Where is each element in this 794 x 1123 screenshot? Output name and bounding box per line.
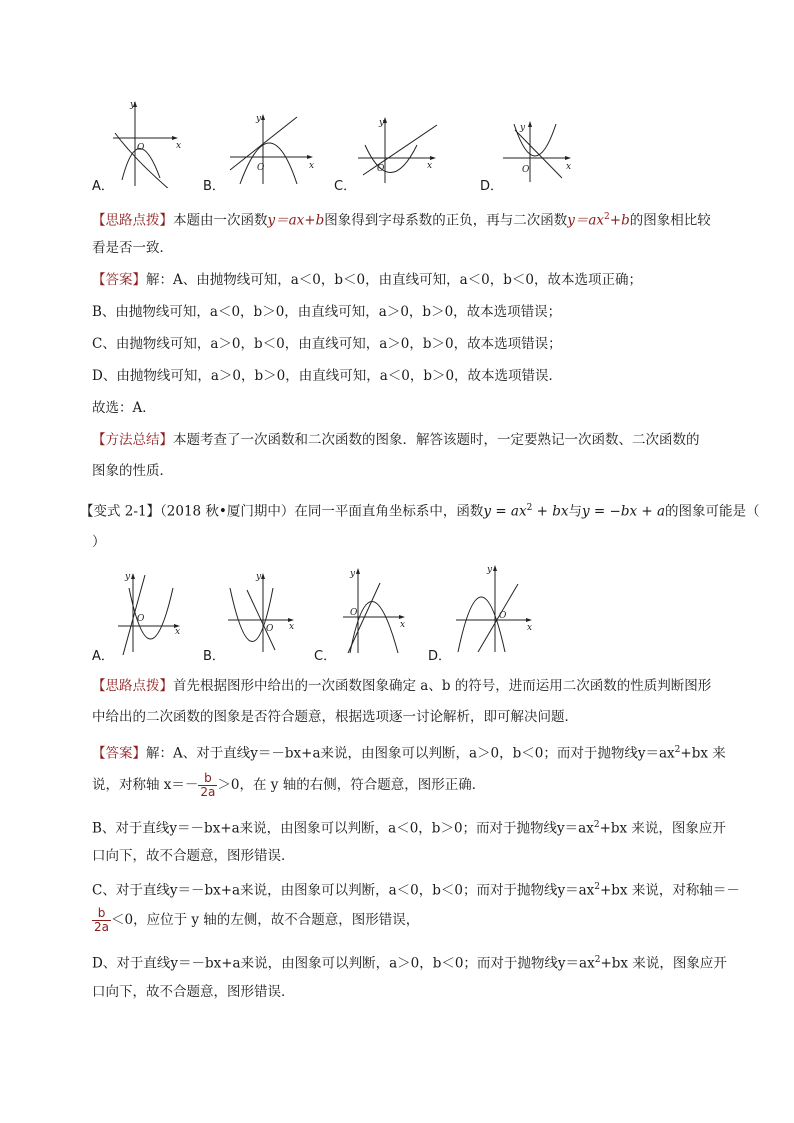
answer2-B-line-2: 口向下，故不合题意，图形错误．	[92, 848, 295, 864]
origin-label: O	[257, 163, 265, 173]
option-A: A．	[92, 649, 114, 664]
graph-1D	[500, 120, 575, 185]
option-A: A．	[92, 179, 114, 194]
axis-label-y: y	[350, 569, 356, 579]
answer-D: D、由抛物线可知，a＞0，b＞0，由直线可知，a＜0，b＞0，故本选项错误．	[92, 368, 563, 384]
origin-label: O	[266, 624, 274, 634]
hint-line-1: 【思路点拨】本题由一次函数y＝ax+b图象得到字母系数的正负，再与二次函数$y=ax^2+b$的图象相比较	[92, 212, 711, 229]
answer2-A-line-1: 【答案】解：A、对于直线y＝－bx+a来说，由图象可以判断，a＞0，b＜0；而对于抛物线$y=ax^2+bx$ 来	[92, 745, 726, 762]
option-C: C．	[314, 649, 337, 664]
answer2-D-line-2: 口向下，故不合题意，图形错误．	[92, 984, 295, 1000]
origin-label: O	[499, 611, 507, 621]
option-D: D．	[428, 649, 452, 664]
answer2-C-line-2: $\frac{b}{2a}$ ＜0，应位于 y 轴的左侧，故不合题意，图形错误，	[94, 906, 420, 934]
problem-2-title: 【变式 2-1】（2018 秋•厦门期中）在同一平面直角坐标系中，函数$y = ax^2$ + bx与y = −bx + a的图象可能是（	[80, 503, 760, 520]
answer-C: C、由抛物线可知，a＞0，b＜0，由直线可知，a＞0，b＞0，故本选项错误；	[92, 336, 562, 352]
axis-label-x: x	[527, 623, 533, 633]
fraction-b-over-2a: $\frac{b}{2a}$	[200, 771, 216, 799]
origin-label: O	[522, 165, 530, 175]
graph-1B	[225, 112, 320, 187]
graph-2C	[340, 565, 415, 655]
fraction-b-over-2a: $\frac{b}{2a}$	[94, 906, 109, 934]
answer2-D-line-1: D、对于直线y＝－bx+a来说，由图象可以判断，a＞0，b＜0；而对于抛物线$y=ax^2+bx$ 来说，图象应开	[92, 955, 727, 972]
axis-label-x: x	[289, 622, 295, 632]
axis-label-x: x	[566, 162, 572, 172]
origin-label: O	[137, 614, 145, 624]
hint-line-2: 看是否一致．	[92, 240, 173, 256]
axis-label-x: x	[427, 161, 433, 171]
axis-label-y: y	[379, 118, 385, 128]
graph-1A	[110, 98, 185, 188]
axis-label-x: x	[175, 627, 181, 637]
answer-choice: 故选：A．	[92, 400, 156, 416]
graph-2A	[115, 570, 190, 655]
origin-label: O	[377, 164, 385, 174]
answer-B: B、由抛物线可知，a＜0，b＞0，由直线可知，a＞0，b＞0，故本选项错误；	[92, 304, 562, 320]
axis-label-x: x	[400, 620, 406, 630]
axis-label-y: y	[256, 114, 262, 124]
option-C: C．	[334, 179, 357, 194]
summary-line-1: 【方法总结】本题考查了一次函数和二次函数的图象．解答该题时，一定要熟记一次函数、二次函数的	[92, 432, 700, 448]
answer2-A-line-2: 说，对称轴 x＝－ $\frac{b}{2a}$ ＞0，在 y 轴的右侧，符合题意，图形正确．	[92, 771, 486, 799]
problem-2-close: ）	[92, 534, 106, 550]
hint2-line-1: 【思路点拨】首先根据图形中给出的一次函数图象确定 a、b 的符号，进而运用二次函数的性质判断图形	[92, 678, 712, 694]
origin-label: O	[137, 143, 145, 153]
axis-label-y: y	[520, 123, 526, 133]
option-B: B．	[203, 179, 225, 194]
graph-1C	[355, 115, 445, 185]
graph-2D	[453, 562, 538, 654]
answer-A: 【答案】解：A、由抛物线可知，a＜0，b＜0，由直线可知，a＜0，b＜0，故本选项正确；	[92, 272, 642, 288]
answer2-C-line-1: C、对于直线y＝－bx+a来说，由图象可以判断，a＜0，b＜0；而对于抛物线$y=ax^2+bx$ 来说，对称轴＝－	[92, 882, 740, 899]
axis-label-y: y	[125, 572, 131, 582]
summary-line-2: 图象的性质．	[92, 463, 173, 479]
axis-label-x: x	[309, 161, 315, 171]
axis-label-y: y	[256, 572, 262, 582]
origin-label: O	[350, 608, 358, 618]
graph-2B	[225, 570, 305, 655]
hint2-line-2: 中给出的二次函数的图象是否符合题意，根据选项逐一讨论解析，即可解决问题．	[92, 709, 578, 725]
answer2-B-line-1: B、对于直线y＝－bx+a来说，由图象可以判断，a＜0，b＞0；而对于抛物线$y=ax^2+bx$ 来说，图象应开	[92, 820, 726, 837]
axis-label-y: y	[487, 565, 493, 575]
axis-label-x: x	[176, 141, 182, 151]
option-B: B．	[203, 649, 225, 664]
axis-label-y: y	[130, 100, 136, 110]
option-D: D．	[480, 179, 504, 194]
